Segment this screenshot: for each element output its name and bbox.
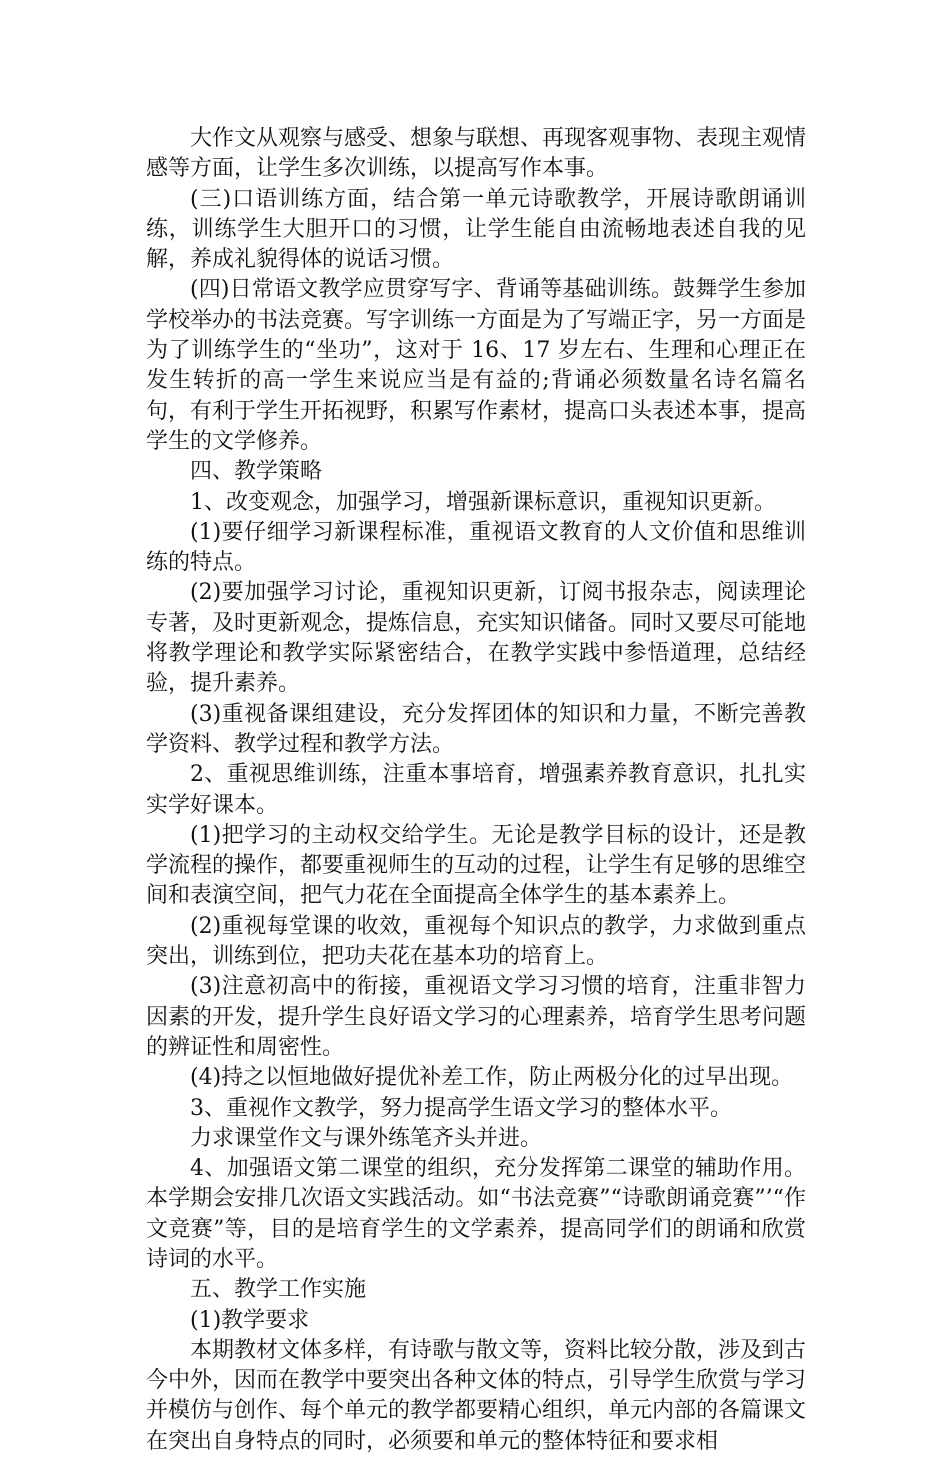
- paragraph-strategy-1-item-2: (2)要加强学习讨论，重视知识更新，订阅书报杂志，阅读理论专著，及时更新观念，提炼信息，充实知识储备。同时又要尽可能地将教学理论和教学实际紧密结合，在教学实践中参悟道理，总结经验，提升素养。: [146, 580, 807, 697]
- paragraph-strategy-1-item-3: (3)重视备课组建设，充分发挥团体的知识和力量，不断完善教学资料、教学过程和教学方法。: [146, 701, 806, 757]
- paragraph-strategy-1: 1、改变观念，加强学习，增强新课标意识，重视知识更新。: [190, 489, 776, 515]
- paragraph-teaching-requirements: 本期教材文体多样，有诗歌与散文等，资料比较分散，涉及到古今中外，因而在教学中要突出各种文体的特点，引导学生欣赏与学习并模仿与创作、每个单元的教学都要精心组织，单元内部的各篇课文在突出自身特点的同时，必须要和单元的整体特征和要求相: [146, 1337, 807, 1454]
- heading-teaching-strategy: 四、教学策略: [190, 459, 323, 485]
- paragraph-strategy-1-item-1: (1)要仔细学习新课程标准，重视语文教育的人文价值和思维训练的特点。: [146, 519, 806, 576]
- document-body: [146, 124, 806, 1457]
- paragraph-daily-basic-training: (四)日常语文教学应贯穿写字、背诵等基础训练。鼓舞学生参加学校举办的书法竞赛。写字训练一方面是为了写端正字，另一方面是为了训练学生的“坐功”，这对于 16、17 岁左右、生理和心理正在发生转折的高一学生来说应当是有益的;背诵必须数量名诗名篇名句，有利于学生开拓视野，积累写作素材，提高口头表述本事，提高学生的文学修养。: [146, 277, 807, 454]
- paragraph-strategy-2-item-2: (2)重视每堂课的收效，重视每个知识点的教学，力求做到重点突出，训练到位，把功夫花在基本功的培育上。: [146, 913, 806, 970]
- paragraph-strategy-3: 3、重视作文教学，努力提高学生语文学习的整体水平。: [190, 1095, 732, 1121]
- paragraph-strategy-2-item-4: (4)持之以恒地做好提优补差工作，防止两极分化的过早出现。: [190, 1065, 794, 1091]
- paragraph-oral-training: (三)口语训练方面，结合第一单元诗歌教学，开展诗歌朗诵训练，训练学生大胆开口的习惯，让学生能自由流畅地表述自我的见解，养成礼貌得体的说话习惯。: [146, 186, 806, 273]
- heading-teaching-implementation: 五、教学工作实施: [190, 1277, 367, 1303]
- paragraph-strategy-2-item-3: (3)注意初高中的衔接，重视语文学习习惯的培育，注重非智力因素的开发，提升学生良好语文学习的心理素养，培育学生思考问题的辨证性和周密性。: [146, 974, 807, 1060]
- heading-teaching-requirements: (1)教学要求: [190, 1307, 310, 1333]
- paragraph-strategy-4: 4、加强语文第二课堂的组织，充分发挥第二课堂的辅助作用。本学期会安排几次语文实践活动。如“书法竞赛”“诗歌朗诵竞赛”’“作文竞赛”等，目的是培育学生的文学素养，提高同学们的朗诵和欣赏诗词的水平。: [146, 1156, 806, 1272]
- paragraph-composition-training: 大作文从观察与感受、想象与联想、再现客观事物、表现主观情感等方面，让学生多次训练，以提高写作本事。: [146, 126, 807, 182]
- paragraph-strategy-2-item-1: (1)把学习的主动权交给学生。无论是教学目标的设计，还是教学流程的操作，都要重视师生的互动的过程，让学生有足够的思维空间和表演空间，把气力花在全面提高全体学生的基本素养上。: [146, 822, 807, 909]
- paragraph-strategy-3-detail: 力求课堂作文与课外练笔齐头并进。: [190, 1125, 543, 1151]
- paragraph-strategy-2: 2、重视思维训练，注重本事培育，增强素养教育意识，扎扎实实学好课本。: [146, 762, 806, 818]
